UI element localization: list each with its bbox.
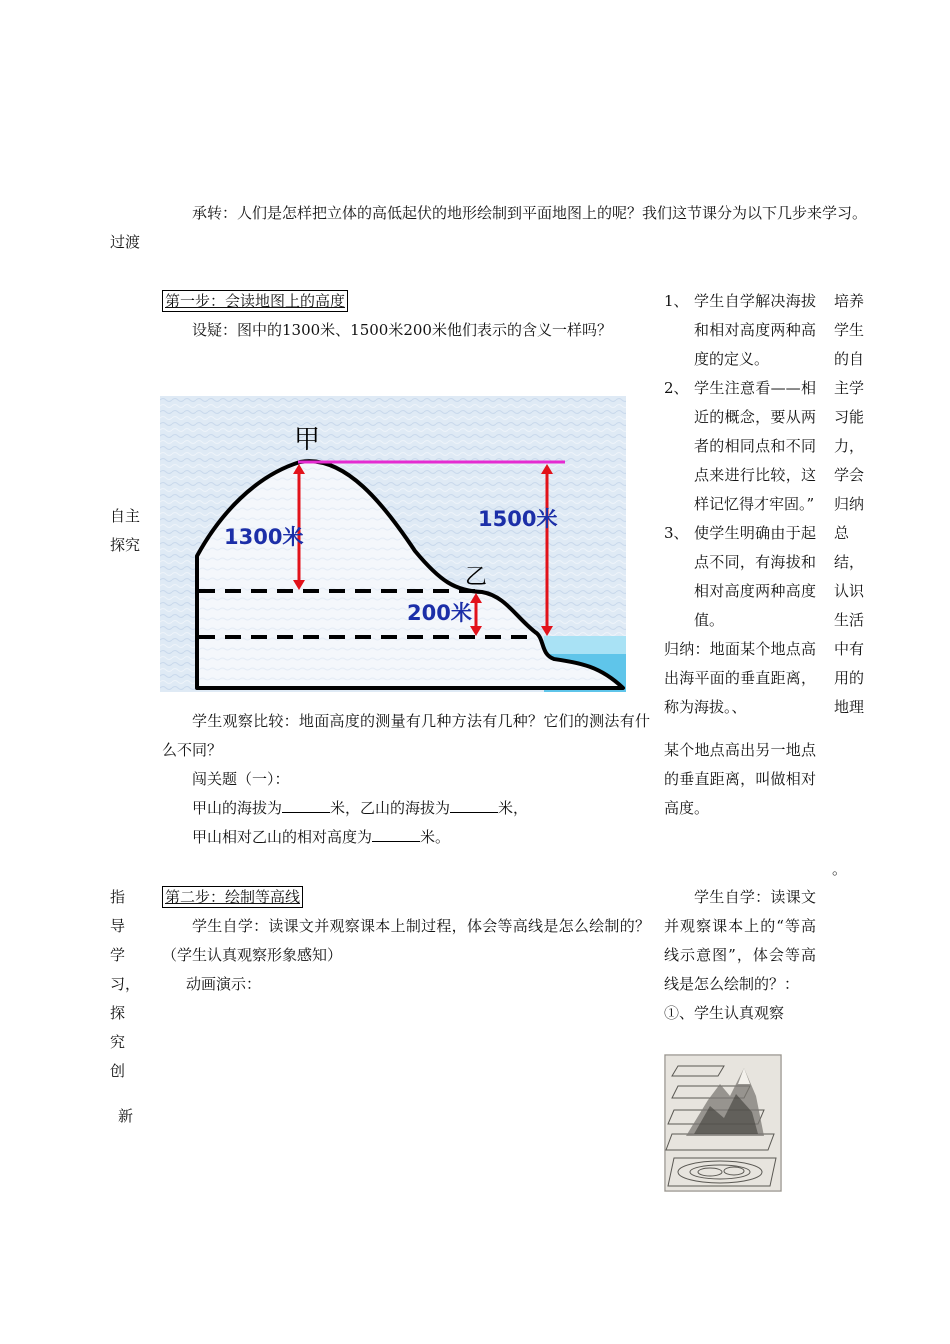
quiz-line-1 [162,794,650,823]
peak-a-label: 甲 [294,425,321,455]
quiz-text: 米， [498,799,529,817]
student-activity-list [664,287,816,823]
list-number: 1、 [664,292,689,310]
label-1300: 1300米 [224,525,304,549]
step2-text: 学生自学：读课文并观察课本上制过程，体会等高线是怎么绘制的？（学生认真观察形象感知） [162,917,650,964]
quiz-line-2 [162,823,650,852]
purpose-line: 培养 [834,292,865,310]
peak-b-label: 乙 [465,565,488,590]
step2-title: 第二步：绘制等高线 [162,886,303,908]
purpose-line: 结， [834,553,865,571]
demo-label: 动画演示： [186,975,262,993]
row-label-line: 探究 [110,536,141,554]
row-label-char: 探 [110,1004,126,1022]
purpose-line: 地理 [834,698,865,716]
row-label-line: 自主 [110,507,141,525]
summary-altitude: 归纳：地面某个地点高出海平面的垂直距离，称为海拔。、 [664,640,816,716]
quiz-title: 闯关题（一）： [192,770,290,788]
row-label-char: 指 [110,888,126,906]
section2-student-text: 学生自学：读课文并观察课本上的“等高线示意图”，体会等高线是怎么绘制的？： [664,888,816,993]
row-label-transition: 过渡 [110,233,141,251]
row-label-guided-learning [110,883,140,1131]
purpose-line: 主学 [834,379,865,397]
list-number: 2、 [664,379,689,397]
row-label-self-study [110,502,150,560]
label-1500: 1500米 [478,507,558,531]
observe-text: 学生观察比较：地面高度的测量有几种方法有几种？它们的测法有什么不同？ [162,712,650,759]
step1-question: 设疑：图中的1300米、1500米200米他们表示的含义一样吗？ [192,321,612,339]
quiz-text: 甲山相对乙山的相对高度为 [192,828,373,846]
purpose-line: 用的 [834,669,865,687]
purpose-line: 的自 [834,350,865,368]
step1-title: 第一步：会读地图上的高度 [162,290,348,312]
purpose-line: 学会 [834,466,865,484]
stray-mark: 。 [832,860,848,878]
purpose-line: 总 [834,524,850,542]
quiz-text: 米。 [420,828,451,846]
section1-quiz [162,707,650,852]
section2-student-item: ①、学生认真观察 [664,1004,785,1022]
summary-relative-height: 某个地点高出另一地点的垂直距离，叫做相对高度。 [664,741,816,817]
list-text: 学生自学解决海拔和相对高度两种高度的定义。 [694,292,816,368]
purpose-line: 学生 [834,321,865,339]
list-text: 使学生明确由于起点不同，有海拔和相对高度两种高度值。 [694,524,816,629]
row-label-char: 究 [110,1033,126,1051]
section2-student [664,883,816,1028]
quiz-blank-b-altitude[interactable] [450,796,498,813]
purpose-line: 生活 [834,611,865,629]
list-item [664,374,816,519]
row-label-char: 新 [118,1107,134,1125]
purpose-line: 归纳 [834,495,865,513]
row-label-char: 学 [110,946,126,964]
quiz-blank-a-altitude[interactable] [282,796,330,813]
row-label-char: 创 [110,1062,126,1080]
list-number: 3、 [664,524,689,542]
purpose-line: 力， [834,437,865,455]
section1-content [162,287,650,345]
purpose-line: 习能 [834,408,865,426]
purpose-line: 认识 [834,582,865,600]
elevation-diagram [160,396,626,692]
contour-illustration [664,1054,782,1192]
sea-surface [544,636,626,654]
transition-text: 承转：人们是怎样把立体的高低起伏的地形绘制到平面地图上的呢？我们这节课分为以下几步来学习。 [192,204,868,222]
row-label-char: 导 [110,917,126,935]
list-item [664,287,816,374]
list-text: 学生注意看——相近的概念，要从两者的相同点和不同点来进行比较，这样记忆得才牢固。” [694,379,816,513]
list-item [664,519,816,635]
quiz-text: 米，乙山的海拔为 [330,799,451,817]
purpose-line: 中有 [834,640,865,658]
section2-content [162,883,650,999]
label-200: 200米 [407,601,472,625]
quiz-text: 甲山的海拔为 [192,799,283,817]
quiz-blank-relative-height[interactable] [372,825,420,842]
row-label-char: 习， [110,975,141,993]
purpose-column [834,287,874,722]
